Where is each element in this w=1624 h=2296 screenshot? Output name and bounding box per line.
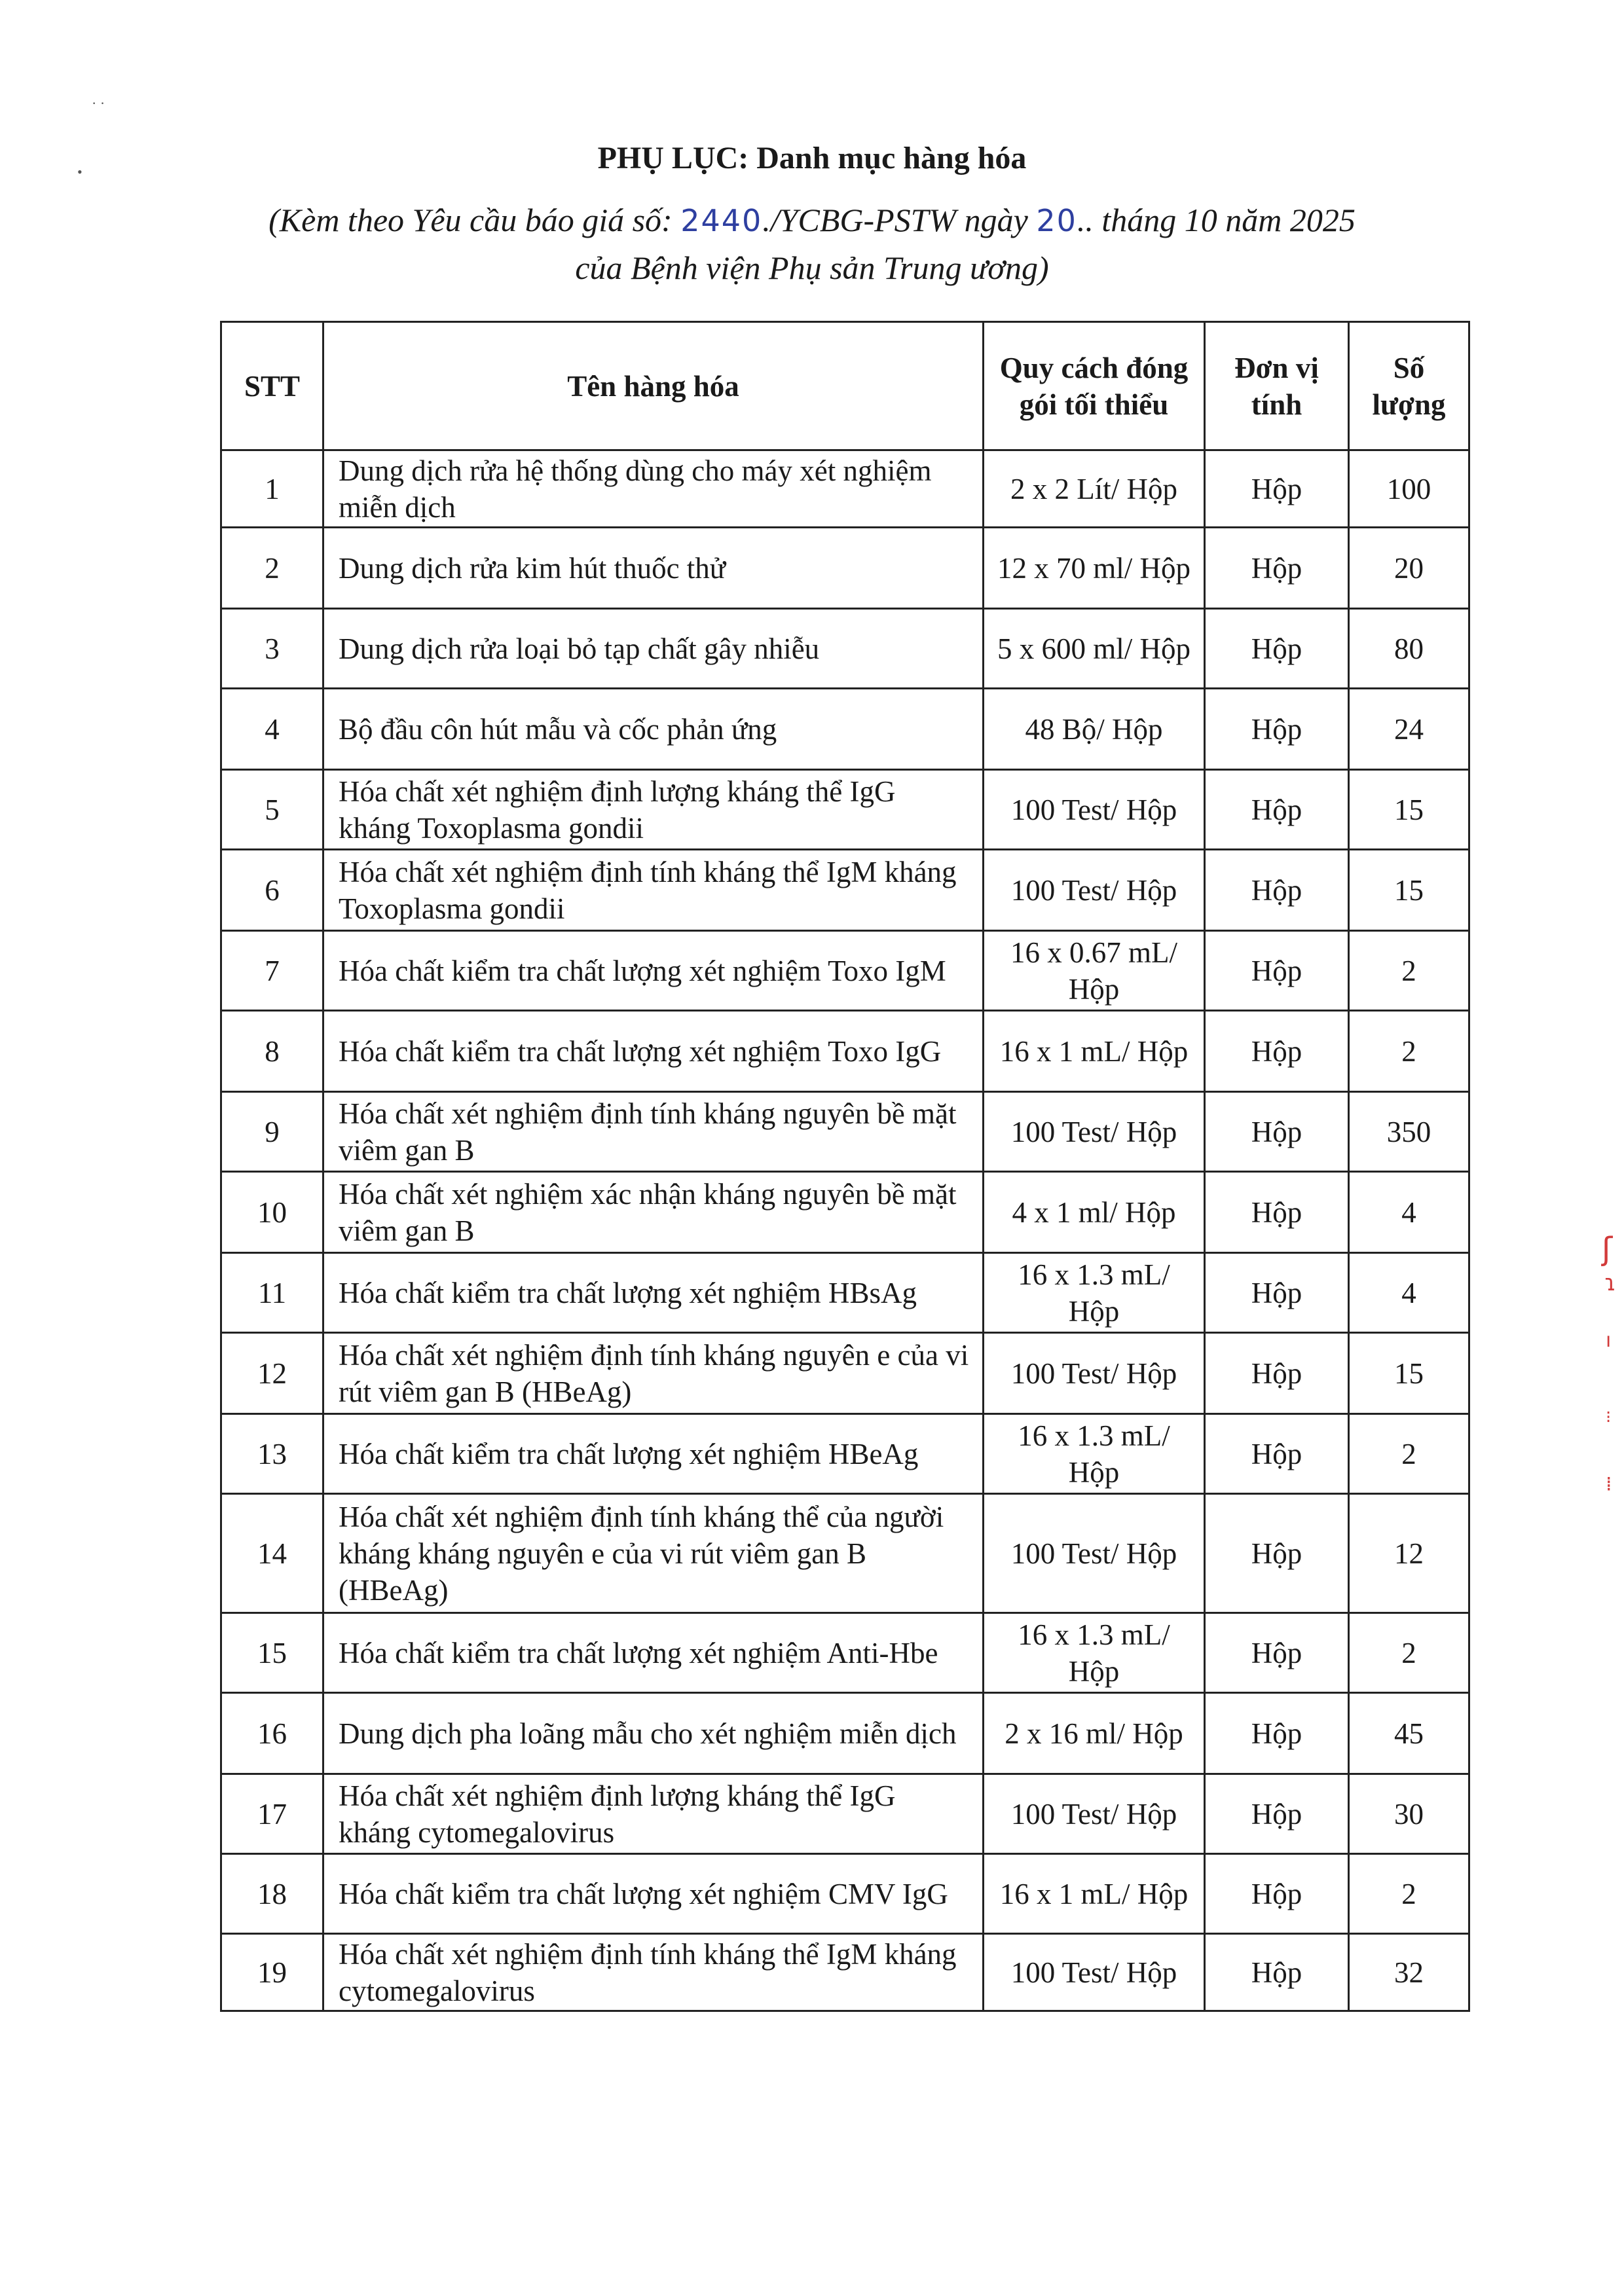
- cell-unit: Hộp: [1205, 1253, 1349, 1333]
- cell-unit: Hộp: [1205, 1092, 1349, 1172]
- cell-name: Hóa chất xét nghiệm định lượng kháng thể IgG kháng Toxoplasma gondii: [323, 770, 984, 850]
- table-row: [221, 850, 1469, 931]
- cell-unit: Hộp: [1205, 1934, 1349, 2011]
- table-row: [221, 1494, 1469, 1613]
- cell-stt: 15: [221, 1613, 323, 1693]
- cell-packaging: 4 x 1 ml/ Hộp: [984, 1172, 1205, 1253]
- reference-code: ./YCBG-PSTW ngày: [762, 202, 1037, 238]
- cell-packaging: 12 x 70 ml/ Hộp: [984, 528, 1205, 609]
- cell-name: Hóa chất kiểm tra chất lượng xét nghiệm CMV IgG: [323, 1854, 984, 1934]
- cell-stt: 13: [221, 1414, 323, 1494]
- cell-stt: 11: [221, 1253, 323, 1333]
- cell-quantity: 80: [1349, 609, 1469, 689]
- cell-quantity: 20: [1349, 528, 1469, 609]
- cell-quantity: 32: [1349, 1934, 1469, 2011]
- cell-unit: Hộp: [1205, 1011, 1349, 1092]
- table-row: [221, 770, 1469, 850]
- reference-prefix: (Kèm theo Yêu cầu báo giá số:: [268, 202, 681, 238]
- cell-packaging: 100 Test/ Hộp: [984, 850, 1205, 931]
- cell-quantity: 4: [1349, 1253, 1469, 1333]
- cell-quantity: 100: [1349, 450, 1469, 528]
- cell-packaging: 16 x 1.3 mL/ Hộp: [984, 1253, 1205, 1333]
- cell-packaging: 2 x 16 ml/ Hộp: [984, 1693, 1205, 1774]
- table-row: [221, 609, 1469, 689]
- cell-name: Dung dịch rửa hệ thống dùng cho máy xét nghiệm miễn dịch: [323, 450, 984, 528]
- table-row: [221, 689, 1469, 770]
- cell-name: Hóa chất xét nghiệm định tính kháng thể IgM kháng Toxoplasma gondii: [323, 850, 984, 931]
- cell-quantity: 12: [1349, 1494, 1469, 1613]
- table-row: [221, 1774, 1469, 1854]
- cell-packaging: 100 Test/ Hộp: [984, 1494, 1205, 1613]
- document-reference: [0, 196, 1624, 291]
- cell-name: Hóa chất kiểm tra chất lượng xét nghiệm Toxo IgM: [323, 931, 984, 1011]
- table-row: [221, 1172, 1469, 1253]
- cell-packaging: 16 x 0.67 mL/ Hộp: [984, 931, 1205, 1011]
- cell-stt: 12: [221, 1333, 323, 1414]
- scan-speck: •: [77, 164, 83, 180]
- cell-unit: Hộp: [1205, 528, 1349, 609]
- cell-unit: Hộp: [1205, 1333, 1349, 1414]
- header-stt: STT: [221, 322, 323, 450]
- cell-unit: Hộp: [1205, 1613, 1349, 1693]
- cell-name: Dung dịch rửa loại bỏ tạp chất gây nhiễu: [323, 609, 984, 689]
- cell-quantity: 15: [1349, 770, 1469, 850]
- cell-stt: 4: [221, 689, 323, 770]
- cell-quantity: 2: [1349, 1011, 1469, 1092]
- goods-table: [220, 321, 1470, 2012]
- cell-name: Hóa chất xét nghiệm định tính kháng thể IgM kháng cytomegalovirus: [323, 1934, 984, 2011]
- cell-packaging: 100 Test/ Hộp: [984, 1333, 1205, 1414]
- cell-packaging: 100 Test/ Hộp: [984, 1774, 1205, 1854]
- cell-name: Hóa chất xét nghiệm định lượng kháng thể IgG kháng cytomegalovirus: [323, 1774, 984, 1854]
- cell-packaging: 100 Test/ Hộp: [984, 770, 1205, 850]
- cell-name: Hóa chất kiểm tra chất lượng xét nghiệm Anti-Hbe: [323, 1613, 984, 1693]
- cell-packaging: 16 x 1 mL/ Hộp: [984, 1011, 1205, 1092]
- scan-speck: · ·: [92, 95, 105, 111]
- cell-stt: 1: [221, 450, 323, 528]
- handwritten-day: 20: [1036, 203, 1077, 238]
- cell-unit: Hộp: [1205, 850, 1349, 931]
- cell-name: Hóa chất kiểm tra chất lượng xét nghiệm HBsAg: [323, 1253, 984, 1333]
- cell-name: Hóa chất xét nghiệm định tính kháng nguyên bề mặt viêm gan B: [323, 1092, 984, 1172]
- reference-line-1: [0, 196, 1624, 244]
- cell-stt: 9: [221, 1092, 323, 1172]
- cell-packaging: 16 x 1.3 mL/ Hộp: [984, 1414, 1205, 1494]
- red-margin-mark: ʃ: [1602, 1231, 1613, 1267]
- cell-quantity: 2: [1349, 1414, 1469, 1494]
- table-row: [221, 1333, 1469, 1414]
- cell-packaging: 16 x 1.3 mL/ Hộp: [984, 1613, 1205, 1693]
- header-unit: Đơn vị tính: [1205, 322, 1349, 450]
- page-title: PHỤ LỤC: Danh mục hàng hóa: [597, 141, 1027, 175]
- cell-name: Hóa chất kiểm tra chất lượng xét nghiệm HBeAg: [323, 1414, 984, 1494]
- cell-unit: Hộp: [1205, 1693, 1349, 1774]
- cell-quantity: 2: [1349, 1613, 1469, 1693]
- table-row: [221, 1011, 1469, 1092]
- reference-line-2: của Bệnh viện Phụ sản Trung ương): [575, 249, 1049, 286]
- cell-packaging: 48 Bộ/ Hộp: [984, 689, 1205, 770]
- table-row: [221, 1934, 1469, 2011]
- cell-packaging: 5 x 600 ml/ Hộp: [984, 609, 1205, 689]
- cell-packaging: 100 Test/ Hộp: [984, 1092, 1205, 1172]
- cell-quantity: 15: [1349, 850, 1469, 931]
- cell-packaging: 2 x 2 Lít/ Hộp: [984, 450, 1205, 528]
- cell-name: Bộ đầu côn hút mẫu và cốc phản ứng: [323, 689, 984, 770]
- header-name: Tên hàng hóa: [323, 322, 984, 450]
- header-packaging: Quy cách đóng gói tối thiểu: [984, 322, 1205, 450]
- cell-stt: 3: [221, 609, 323, 689]
- cell-stt: 8: [221, 1011, 323, 1092]
- cell-name: Dung dịch rửa kim hút thuốc thử: [323, 528, 984, 609]
- red-margin-mark: ⁞: [1606, 1473, 1612, 1496]
- cell-stt: 14: [221, 1494, 323, 1613]
- reference-date: .. tháng 10 năm 2025: [1077, 202, 1356, 238]
- red-margin-mark: ı: [1606, 1329, 1612, 1352]
- cell-stt: 19: [221, 1934, 323, 2011]
- table-row: [221, 1693, 1469, 1774]
- cell-name: Dung dịch pha loãng mẫu cho xét nghiệm miễn dịch: [323, 1693, 984, 1774]
- table-row: [221, 1253, 1469, 1333]
- cell-unit: Hộp: [1205, 1414, 1349, 1494]
- cell-unit: Hộp: [1205, 1494, 1349, 1613]
- table-row: [221, 450, 1469, 528]
- table-row: [221, 1854, 1469, 1934]
- red-margin-mark: ⁝: [1606, 1408, 1612, 1427]
- cell-stt: 6: [221, 850, 323, 931]
- cell-name: Hóa chất xét nghiệm định tính kháng nguyên e của vi rút viêm gan B (HBeAg): [323, 1333, 984, 1414]
- cell-quantity: 15: [1349, 1333, 1469, 1414]
- cell-unit: Hộp: [1205, 931, 1349, 1011]
- cell-stt: 16: [221, 1693, 323, 1774]
- cell-unit: Hộp: [1205, 609, 1349, 689]
- cell-stt: 7: [221, 931, 323, 1011]
- cell-unit: Hộp: [1205, 450, 1349, 528]
- cell-stt: 2: [221, 528, 323, 609]
- table-row: [221, 1613, 1469, 1693]
- cell-quantity: 4: [1349, 1172, 1469, 1253]
- cell-quantity: 2: [1349, 931, 1469, 1011]
- table-row: [221, 1092, 1469, 1172]
- table-body: [221, 450, 1469, 2011]
- cell-quantity: 45: [1349, 1693, 1469, 1774]
- cell-unit: Hộp: [1205, 689, 1349, 770]
- cell-unit: Hộp: [1205, 1774, 1349, 1854]
- table-row: [221, 528, 1469, 609]
- cell-packaging: 16 x 1 mL/ Hộp: [984, 1854, 1205, 1934]
- cell-name: Hóa chất xét nghiệm định tính kháng thể của người kháng kháng nguyên e của vi rút viêm gan B (HBeAg): [323, 1494, 984, 1613]
- cell-packaging: 100 Test/ Hộp: [984, 1934, 1205, 2011]
- cell-stt: 18: [221, 1854, 323, 1934]
- cell-name: Hóa chất kiểm tra chất lượng xét nghiệm Toxo IgG: [323, 1011, 984, 1092]
- cell-name: Hóa chất xét nghiệm xác nhận kháng nguyên bề mặt viêm gan B: [323, 1172, 984, 1253]
- cell-quantity: 30: [1349, 1774, 1469, 1854]
- cell-stt: 10: [221, 1172, 323, 1253]
- cell-quantity: 24: [1349, 689, 1469, 770]
- cell-unit: Hộp: [1205, 1172, 1349, 1253]
- table-row: [221, 931, 1469, 1011]
- cell-unit: Hộp: [1205, 1854, 1349, 1934]
- cell-quantity: 2: [1349, 1854, 1469, 1934]
- cell-stt: 17: [221, 1774, 323, 1854]
- cell-quantity: 350: [1349, 1092, 1469, 1172]
- table-header-row: [221, 322, 1469, 450]
- header-quantity: Số lượng: [1349, 322, 1469, 450]
- handwritten-request-number: 2440: [680, 203, 763, 238]
- cell-stt: 5: [221, 770, 323, 850]
- red-margin-mark: ɿ: [1604, 1270, 1617, 1296]
- cell-unit: Hộp: [1205, 770, 1349, 850]
- table-row: [221, 1414, 1469, 1494]
